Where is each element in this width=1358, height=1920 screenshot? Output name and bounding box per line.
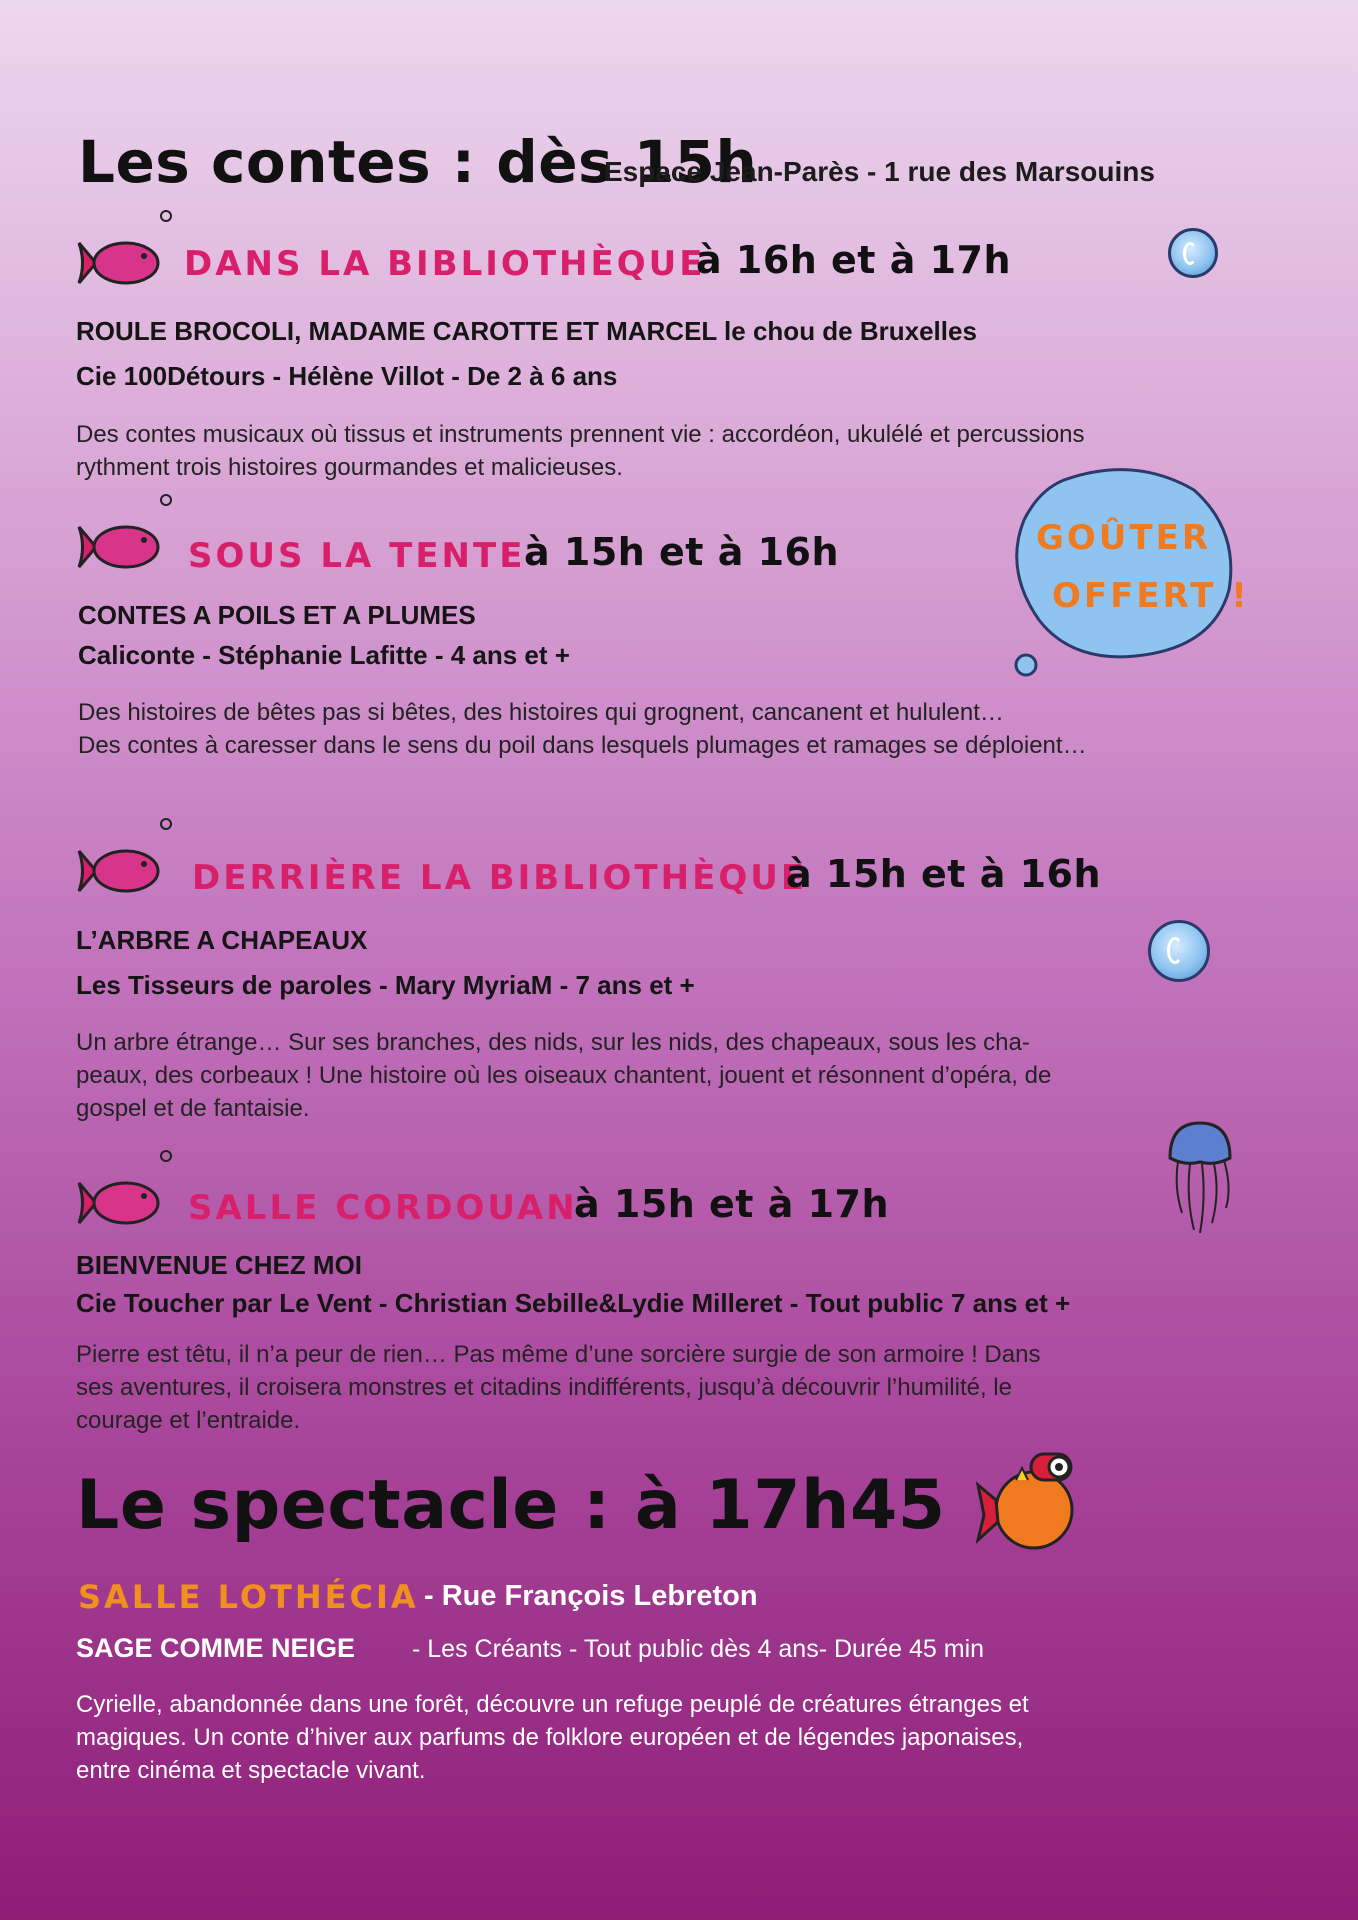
time-cordouan: à 15h et à 17h bbox=[574, 1182, 890, 1226]
fish-icon bbox=[74, 1168, 164, 1238]
spectacle-title: Le spectacle : à 17h45 bbox=[76, 1466, 946, 1545]
show-title: ROULE BROCOLI, MADAME CAROTTE ET MARCEL le chou de Bruxelles bbox=[76, 316, 977, 346]
show-description-line: Un arbre étrange… Sur ses branches, des nids, sur les nids, des chapeaux, sous les cha- bbox=[76, 1029, 1030, 1056]
bubble-dot-icon bbox=[160, 494, 172, 506]
show-title: BIENVENUE CHEZ MOI bbox=[76, 1250, 363, 1280]
spectacle-show-title: SAGE COMME NEIGE bbox=[76, 1633, 356, 1663]
spectacle-address: - Rue François Lebreton bbox=[424, 1580, 758, 1612]
gouter-label: GOÛTER bbox=[1036, 518, 1212, 558]
spectacle-description-line: Cyrielle, abandonnée dans une forêt, découvre un refuge peuplé de créatures étranges et bbox=[76, 1691, 1029, 1718]
show-description-line: courage et l’entraide. bbox=[76, 1407, 301, 1434]
show-description-line: rythment trois histoires gourmandes et malicieuses. bbox=[76, 454, 623, 481]
show-title: CONTES A POILS ET A PLUMES bbox=[78, 600, 476, 630]
page-title: Les contes : dès 15h bbox=[78, 128, 758, 196]
bubble-icon bbox=[1148, 920, 1210, 982]
show-description-line: peaux, des corbeaux ! Une histoire où les oiseaux chantent, jouent et résonnent d’opéra, de bbox=[76, 1062, 1052, 1089]
fish-icon bbox=[74, 228, 164, 298]
show-company: Cie 100Détours - Hélène Villot - De 2 à 6 ans bbox=[76, 361, 618, 391]
time-bibliotheque: à 16h et à 17h bbox=[696, 238, 1012, 282]
venue-tente: SOUS LA TENTE bbox=[188, 536, 526, 576]
bubble-dot-icon bbox=[160, 210, 172, 222]
pufferfish-icon bbox=[976, 1440, 1086, 1560]
spectacle-description-line: entre cinéma et spectacle vivant. bbox=[76, 1757, 426, 1784]
fish-icon bbox=[74, 836, 164, 906]
show-description-line: gospel et de fantaisie. bbox=[76, 1095, 310, 1122]
show-description-line: Des histoires de bêtes pas si bêtes, des histoires qui grognent, cancanent et hululent… bbox=[78, 699, 1004, 726]
spectacle-description-line: magiques. Un conte d’hiver aux parfums de folklore européen et de légendes japonaises, bbox=[76, 1724, 1024, 1751]
header-address: Espace Jean-Parès - 1 rue des Marsouins bbox=[604, 156, 1155, 187]
show-description-line: Des contes musicaux où tissus et instruments prennent vie : accordéon, ukulélé et percussions bbox=[76, 421, 1085, 448]
show-description-line: ses aventures, il croisera monstres et citadins indifférents, jusqu’à découvrir l’humilité, le bbox=[76, 1374, 1012, 1401]
show-description-line: Des contes à caresser dans le sens du poil dans lesquels plumages et ramages se déploient… bbox=[78, 732, 1087, 759]
show-title: L’ARBRE A CHAPEAUX bbox=[76, 925, 368, 955]
time-tente: à 15h et à 16h bbox=[524, 530, 840, 574]
show-company: Caliconte - Stéphanie Lafitte - 4 ans et + bbox=[78, 640, 570, 670]
jellyfish-icon bbox=[1160, 1118, 1240, 1238]
bubble-dot-icon bbox=[160, 1150, 172, 1162]
gouter-bubble-icon bbox=[1004, 460, 1244, 685]
gouter-label-offert: OFFERT ! bbox=[1052, 576, 1250, 616]
show-description-line: Pierre est têtu, il n’a peur de rien… Pas même d’une sorcière surgie de son armoire ! Dans bbox=[76, 1341, 1041, 1368]
spectacle-venue: SALLE LOTHÉCIA bbox=[78, 1578, 419, 1616]
bubble-icon bbox=[1168, 228, 1218, 278]
venue-cordouan: SALLE CORDOUAN bbox=[188, 1188, 578, 1228]
show-company: Les Tisseurs de paroles - Mary MyriaM - 7 ans et + bbox=[76, 970, 695, 1000]
venue-derriere: DERRIÈRE LA BIBLIOTHÈQUE bbox=[192, 858, 808, 898]
venue-bibliotheque: DANS LA BIBLIOTHÈQUE bbox=[184, 244, 706, 284]
fish-icon bbox=[74, 512, 164, 582]
time-derriere: à 15h et à 16h bbox=[786, 852, 1102, 896]
bubble-dot-icon bbox=[160, 818, 172, 830]
spectacle-details: - Les Créants - Tout public dès 4 ans- Durée 45 min bbox=[412, 1635, 985, 1663]
show-company: Cie Toucher par Le Vent - Christian Sebille&Lydie Milleret - Tout public 7 ans et + bbox=[76, 1288, 1071, 1318]
